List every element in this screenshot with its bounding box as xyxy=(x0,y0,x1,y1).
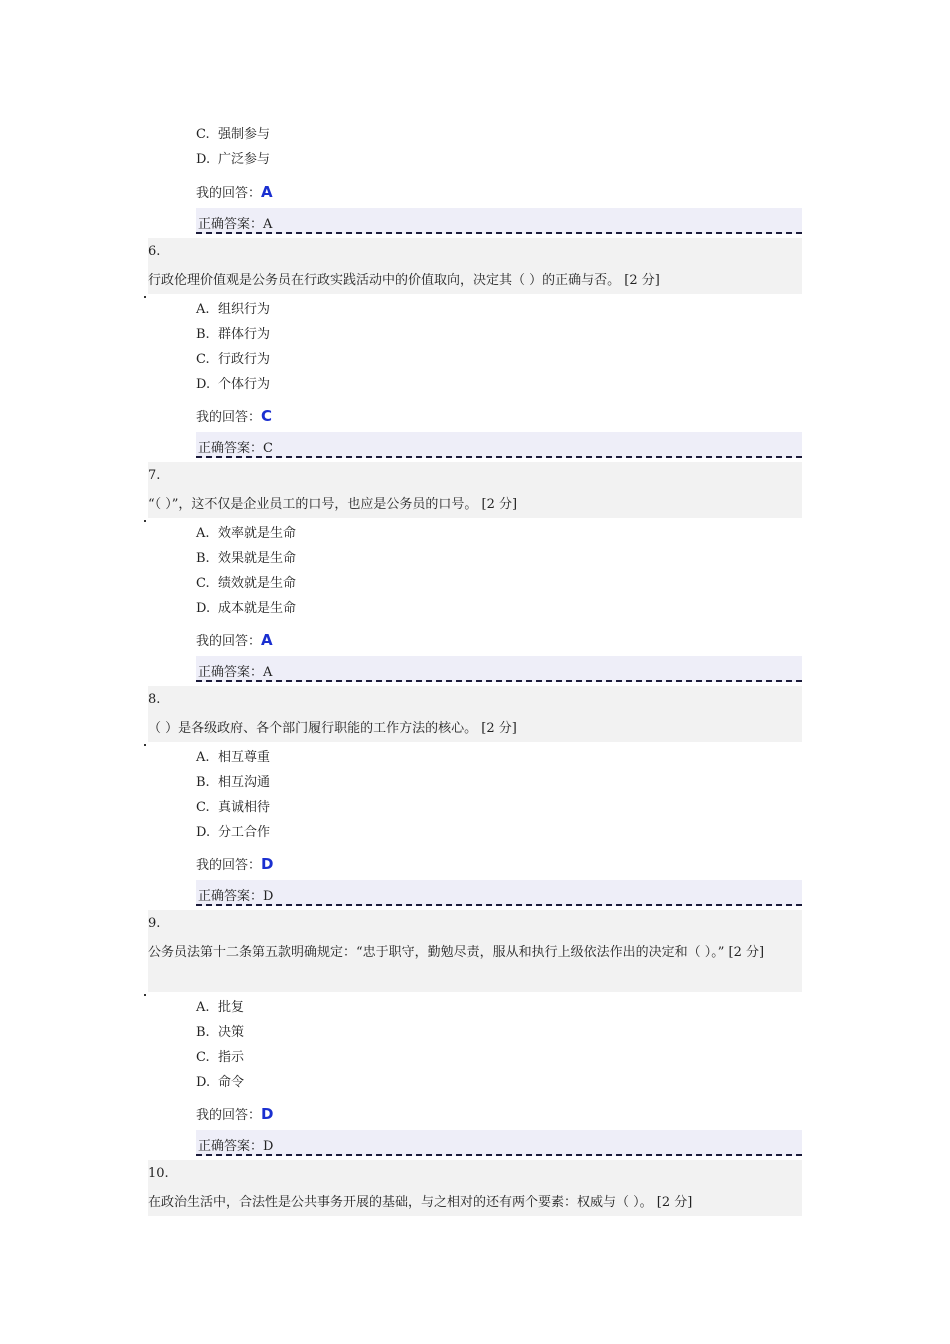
question-number: 6. xyxy=(148,244,161,259)
correct-answer-box xyxy=(196,1130,802,1156)
option-item: B. 效果就是生命 xyxy=(196,551,297,566)
correct-answer: 正确答案：A xyxy=(198,665,273,680)
question-number: 8. xyxy=(148,692,161,707)
option-item: A. 效率就是生命 xyxy=(196,526,297,541)
correct-answer-box xyxy=(196,656,802,682)
question-number: 9. xyxy=(148,916,161,931)
question-header xyxy=(148,462,802,518)
correct-answer-box xyxy=(196,432,802,458)
option-item: B. 群体行为 xyxy=(196,327,271,342)
option-item: D. 成本就是生命 xyxy=(196,601,297,616)
question-number: 7. xyxy=(148,468,161,483)
option-item: A. 组织行为 xyxy=(196,302,271,317)
option-item: C. 绩效就是生命 xyxy=(196,576,297,591)
my-answer: 我的回答：A xyxy=(196,631,273,649)
correct-answer: 正确答案：D xyxy=(198,1139,274,1154)
question-text: 行政伦理价值观是公务员在行政实践活动中的价值取向，决定其（ ）的正确与否。 [2 分] xyxy=(148,273,660,288)
option-item: D. 分工合作 xyxy=(196,825,271,840)
my-answer: 我的回答：D xyxy=(196,855,274,873)
question-text: 公务员法第十二条第五款明确规定：“忠于职守，勤勉尽责，服从和执行上级依法作出的决定和（ ）。” [2 分] xyxy=(148,945,765,960)
correct-answer: 正确答案：A xyxy=(198,217,273,232)
option-item: A. 批复 xyxy=(196,1000,245,1015)
option-item: C. 指示 xyxy=(196,1050,245,1065)
my-answer: 我的回答：A xyxy=(196,183,273,201)
question-header xyxy=(148,686,802,742)
my-answer: 我的回答：D xyxy=(196,1105,274,1123)
option-item: D. 个体行为 xyxy=(196,377,271,392)
option-item: A. 相互尊重 xyxy=(196,750,271,765)
question-header xyxy=(148,238,802,294)
bullet-dot xyxy=(144,744,146,746)
question-text: （ ）是各级政府、各个部门履行职能的工作方法的核心。 [2 分] xyxy=(148,721,517,736)
option-item: C. 强制参与 xyxy=(196,127,271,142)
correct-answer: 正确答案：D xyxy=(198,889,274,904)
question-text: 在政治生活中，合法性是公共事务开展的基础，与之相对的还有两个要素：权威与（ ）。 [2 分] xyxy=(148,1195,693,1210)
dashed-divider xyxy=(196,680,802,682)
correct-answer-box xyxy=(196,208,802,234)
dashed-divider xyxy=(196,456,802,458)
option-item: B. 相互沟通 xyxy=(196,775,271,790)
dashed-divider xyxy=(196,1154,802,1156)
bullet-dot xyxy=(144,994,146,996)
bullet-dot xyxy=(144,296,146,298)
option-item: D. 广泛参与 xyxy=(196,152,271,167)
question-header xyxy=(148,910,802,992)
correct-answer-box xyxy=(196,880,802,906)
question-number: 10. xyxy=(148,1166,169,1181)
option-item: B. 决策 xyxy=(196,1025,245,1040)
dashed-divider xyxy=(196,232,802,234)
question-text: “（ ）”，这不仅是企业员工的口号，也应是公务员的口号。 [2 分] xyxy=(148,497,518,512)
option-item: C. 真诚相待 xyxy=(196,800,271,815)
option-item: D. 命令 xyxy=(196,1075,245,1090)
my-answer: 我的回答：C xyxy=(196,407,273,425)
option-item: C. 行政行为 xyxy=(196,352,271,367)
correct-answer: 正确答案：C xyxy=(198,441,273,456)
dashed-divider xyxy=(196,904,802,906)
bullet-dot xyxy=(144,520,146,522)
question-header xyxy=(148,1160,802,1216)
